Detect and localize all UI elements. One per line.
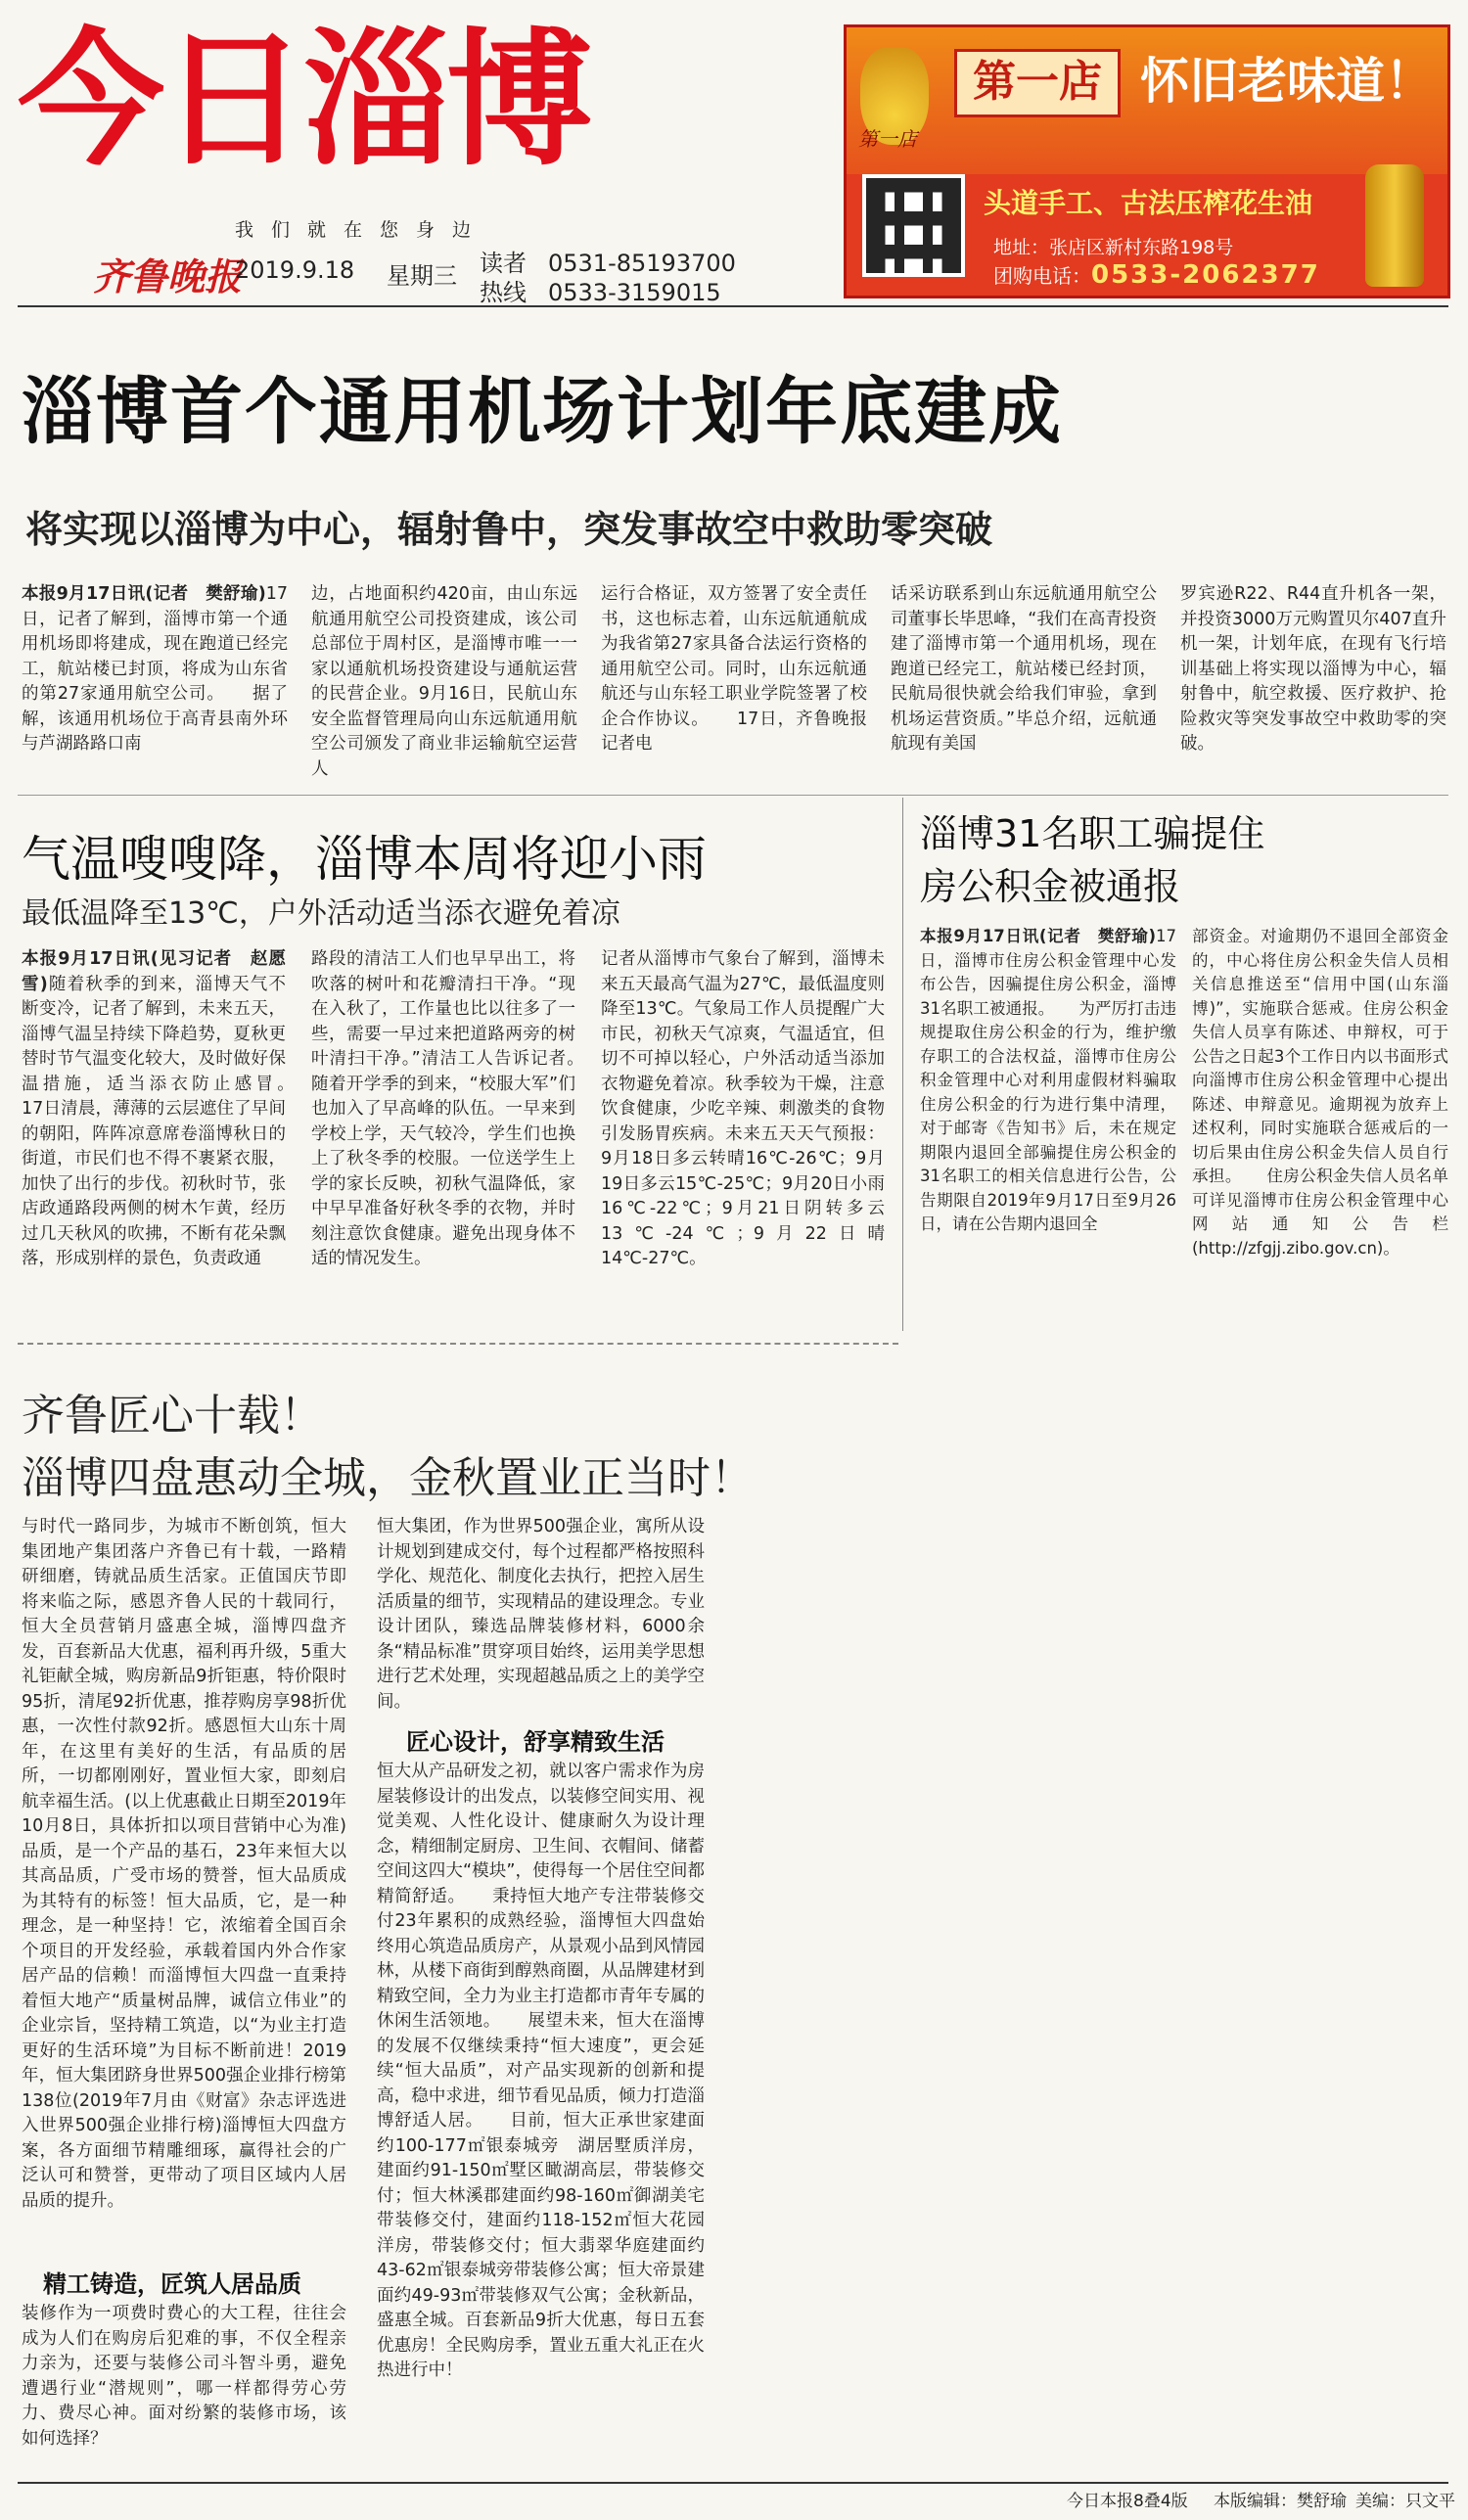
article4-headline-1: 齐鲁匠心十载！	[22, 1391, 323, 1441]
oil-bottle-icon	[1365, 164, 1424, 287]
article4-column-1b: 装修作为一项费时费心的大工程，往往会成为人们在购房后犯难的事，不仅全程亲力亲为，还要与装修公司斗智斗勇，避免遭遇行业“潜规则”，哪一样都得劳心劳力、费尽心神。面对纷繁的装修市场，该如何选择？	[22, 2304, 346, 2449]
article1-headline: 淄博首个通用机场计划年底建成	[22, 370, 1063, 454]
article2-headline: 气温嗖嗖降，淄博本周将迎小雨	[22, 831, 707, 888]
dashed-divider	[18, 1343, 898, 1345]
ad-phone-line	[993, 260, 1320, 290]
article2-column-3: 记者从淄博市气象台了解到，淄博未来五天最高气温为27℃，最低温度则降至13℃。气象局工作人员提醒广大市民，初秋天气凉爽，气温适宜，但切不可掉以轻心，户外活动适当添加衣物避免着凉。秋季较为干燥，注意饮食健康，少吃辛辣、刺激类的食物引发肠胃疾病。未来五天天气预报：9月18日多云转晴16℃-26℃；9月19日多云15℃-25℃；9月20日小雨16℃-22℃；9月21日阴转多云13℃-24℃；9月22日晴14℃-27℃。	[601, 949, 885, 1268]
article1-subhead: 将实现以淄博为中心，辐射鲁中，突发事故空中救助零突破	[25, 508, 993, 551]
masthead-divider	[18, 305, 1448, 307]
footer-editor: 本版编辑：樊舒瑜	[1214, 2492, 1347, 2511]
footer-divider	[18, 2482, 1448, 2484]
hotline-label: 读者热线	[480, 250, 527, 306]
article4-column-1a: 与时代一路同步，为城市不断创筑，恒大集团地产集团落户齐鲁已有十载，一路精研细磨，铸就品质生活家。正值国庆节即将来临之际，感恩齐鲁人民的十载同行，恒大全员营销月盛惠全城，淄博四盘齐发，百套新品大优惠，福利再升级，5重大礼钜献全城，购房新品9折钜惠，特价限时95折，清尾92折优惠，推荐购房享98折优惠，一次性付款92折。感恩恒大山东十周年，在这里有美好的生活，有品质的居所，一切都刚刚好，置业恒大家，即刻启航幸福生活。(以上优惠截止日期至2019年10月8日，具体折扣以项目营销中心为准) 品质，是一个产品的基石，23年来恒大以其高品质，广受市场的赞誉，恒大品质成为其特有的标签！恒大品质，它，是一种理念，是一种坚持！它，浓缩着全国百余个项目的开发经验，承载着国内外合作家居产品的信赖！而淄博恒大四盘一直秉持着恒大地产“质量树品牌，诚信立伟业”的企业宗旨，坚持精工筑造，以“为业主打造更好的生活环境”为目标不断前进！2019年，恒大集团跻身世界500强企业排行榜第138位(2019年7月由《财富》杂志评选进入世界500强企业排行榜)淄博恒大四盘方案，各方面细节精雕细琢，赢得社会的广泛认可和赞誉，更带动了项目区域内人居品质的提升。	[22, 1517, 381, 2211]
article3-column-1	[920, 925, 1176, 1321]
article1-column-4: 话采访联系到山东远航通用航空公司董事长毕思峰，“我们在高青投资建了淄博市第一个通用机场，现在跑道已经完工，航站楼已经封顶，民航局很快就会给我们审验，拿到机场运营资质。”毕总介绍，远航通航现有美国	[891, 584, 1157, 754]
article1-column-2: 边，占地面积约420亩，由山东远航通用航空公司投资建成，该公司总部位于周村区，是淄博市唯一一家以通航机场投资建设与通航运营的民营企业。9月16日，民航山东安全监督管理局向山东远航通用航空公司颁发了商业非运输航空运营人	[311, 584, 577, 779]
article4-column-2b: 恒大从产品研发之初，就以客户需求作为房屋装修设计的出发点，以装修空间实用、视觉美观、人性化设计、健康耐久为设计理念，精细制定厨房、卫生间、衣帽间、储蓄空间这四大“模块”，使得每一个居住空间都精简舒适。 秉持恒大地产专注带装修交付23年累积的成熟经验，淄博恒大四盘始终用心筑造品质房产，从景观小品到风情园林，从楼下商街到醇熟商圈，从品牌建材到精致空间，全力为业主打造都市青年专属的休闲生活领地。 展望未来，恒大在淄博的发展不仅继续秉持“恒大速度”，更会延续“恒大品质”，对产品实现新的创新和提高，稳中求进，细节看见品质，倾力打造淄博舒适人居。 目前，恒大正承世家建面约100-177㎡银泰城旁 湖居墅质洋房，建面约91-150㎡墅区瞰湖高层，带装修交付；恒大林溪郡建面约98-160㎡御湖美宅 带装修交付，建面约118-152㎡恒大花园洋房，带装修交付；恒大翡翠华庭建面约43-62㎡银泰城旁带装修公寓；恒大帝景建面约49-93㎡带装修双气公寓；金秋新品，盛惠全城。百套新品9折大优惠，每日五套优惠房！全民购房季，置业五重大礼正在火热进行中！	[377, 1762, 722, 2380]
advertisement	[844, 24, 1450, 298]
article3-column-2: 部资金。对逾期仍不退回全部资金的，中心将住房公积金失信人员相关信息推送至“信用中国(山东淄博)”，实施联合惩戒。住房公积金失信人员享有陈述、申辩权，可于公告之日起3个工作日内以书面形式向淄博市住房公积金管理中心提出陈述、申辩意见。逾期视为放弃上述权利，同时实施联合惩戒后的一切后果由住房公积金失信人员自行承担。 住房公积金失信人员名单可详见淄博市住房公积金管理中心网站通知公告栏(http://zfgjj.zibo.gov.cn)。	[1192, 927, 1448, 1258]
ad-gourd-text: 第一店	[858, 127, 917, 151]
ad-phone-number: 0533-2062377	[1091, 260, 1320, 290]
footer-edition: 今日本报8叠4版	[1067, 2492, 1188, 2511]
article1-column-1	[22, 582, 288, 788]
newspaper-logo: 齐鲁晚报	[93, 254, 243, 298]
issue-weekday: 星期三	[387, 262, 457, 290]
article4-subhead-2: 匠心设计，舒享精致生活	[406, 1728, 665, 1756]
hotline-numbers	[548, 249, 736, 307]
article4-subhead-1: 精工铸造，匠筑人居品质	[43, 2270, 301, 2298]
hotline-phone-1: 0531-85193700	[548, 250, 736, 277]
article1-byline: 本报9月17日讯(记者 樊舒瑜)	[22, 584, 266, 604]
qr-code-icon	[862, 174, 965, 277]
article2-column-2: 路段的清洁工人们也早早出工，将吹落的树叶和花瓣清扫干净。“现在入秋了，工作量也比以往多了一些，需要一早过来把道路两旁的树叶清扫干净。”清洁工人告诉记者。 随着开学季的到来，“校服大军”们也加入了早高峰的队伍。一早来到学校上学，天气较冷，学生们也换上了秋冬季的校服。一位送学生上学的家长反映，初秋气温降低，家中早早准备好秋冬季的衣物，并时刻注意饮食健康。避免出现身体不适的情况发生。	[311, 949, 610, 1268]
article1-col1-text: 17日，记者了解到，淄博市第一个通用机场即将建成，现在跑道已经完工，航站楼已封顶，将成为山东省的第27家通用航空公司。 据了解，该通用机场位于高青县南外环与芦湖路路口南	[22, 584, 288, 754]
ad-brand: 第一店	[954, 49, 1121, 117]
ad-address: 地址：张店区新村东路198号	[993, 237, 1234, 258]
ad-slogan: 怀旧老味道！	[1140, 53, 1434, 110]
article2-col1-text: 随着秋季的到来，淄博天气不断变冷，记者了解到，未来五天，淄博气温呈持续下降趋势，夏秋更替时节气温变化较大，及时做好保温措施，适当添衣防止感冒。 17日清晨，薄薄的云层遮住了早间的朝阳，阵阵凉意席卷淄博秋日的街道，市民们也不得不裹紧衣服，加快了出行的步伐。初秋时节，张店政通路段两侧的树木乍黄，经历过几天秋风的吹拂，不断有花朵飘落，形成别样的景色，负责政通	[22, 974, 320, 1268]
vertical-divider	[902, 798, 903, 1331]
article3-headline: 淄博31名职工骗提住房公积金被通报	[920, 812, 1265, 908]
ad-phone-label: 团购电话：	[993, 264, 1091, 288]
article2-column-1	[22, 947, 320, 1334]
footer-designer: 美编：只文平	[1355, 2492, 1455, 2511]
ad-craft-text: 头道手工、古法压榨花生油	[984, 187, 1313, 219]
hotline-phone-2: 0533-3159015	[548, 279, 721, 306]
article3-col1-text: 17日，淄博市住房公积金管理中心发布公告，因骗提住房公积金，淄博31名职工被通报。 为严厉打击违规提取住房公积金的行为，维护缴存职工的合法权益，淄博市住房公积金管理中心对利用虚假材料骗取住房公积金的行为进行集中清理，对于邮寄《告知书》后，未在规定期限内退回全部骗提住房公积金的31名职工的相关信息进行公告，公告期限自2019年9月17日至9月26日，请在公告期内退回全	[920, 927, 1176, 1233]
article2-byline: 本报9月17日讯(见习记者 赵愿雪)	[22, 949, 286, 994]
article2-subhead: 最低温降至13℃，户外活动适当添衣避免着凉	[22, 896, 620, 931]
article3-byline: 本报9月17日讯(记者 樊舒瑜)	[920, 927, 1156, 945]
article1-column-3: 运行合格证，双方签署了安全责任书，这也标志着，山东远航通航成为我省第27家具备合法运行资格的通用航空公司。同时，山东远航通航还与山东轻工职业学院签署了校企合作协议。 17日，齐鲁晚报记者电	[601, 584, 867, 754]
masthead-title: 今日淄博	[18, 16, 590, 186]
article4-headline-2: 淄博四盘惠动全城，金秋置业正当时！	[22, 1453, 754, 1503]
masthead-slogan: 我们就在您身边	[235, 219, 489, 241]
article4-column-2a: 恒大集团，作为世界500强企业，寓所从设计规划到建成交付，每个过程都严格按照科学化、规范化、制度化去执行，把控入居生活质量的细节，实现精品的建设理念。专业设计团队，臻选品牌装修材料，6000余条“精品标准”贯穿项目始终，运用美学思想进行艺术处理，实现超越品质之上的美学空间。	[377, 1517, 705, 1712]
article1-column-5: 罗宾逊R22、R44直升机各一架，并投资3000万元购置贝尔407直升机一架，计划年底，在现有飞行培训基础上将实现以淄博为中心，辐射鲁中，航空救援、医疗救护、抢险救灾等突发事故空中救助零的突破。	[1180, 584, 1446, 754]
issue-date: 2019.9.18	[235, 256, 355, 284]
section-divider	[18, 795, 1448, 796]
